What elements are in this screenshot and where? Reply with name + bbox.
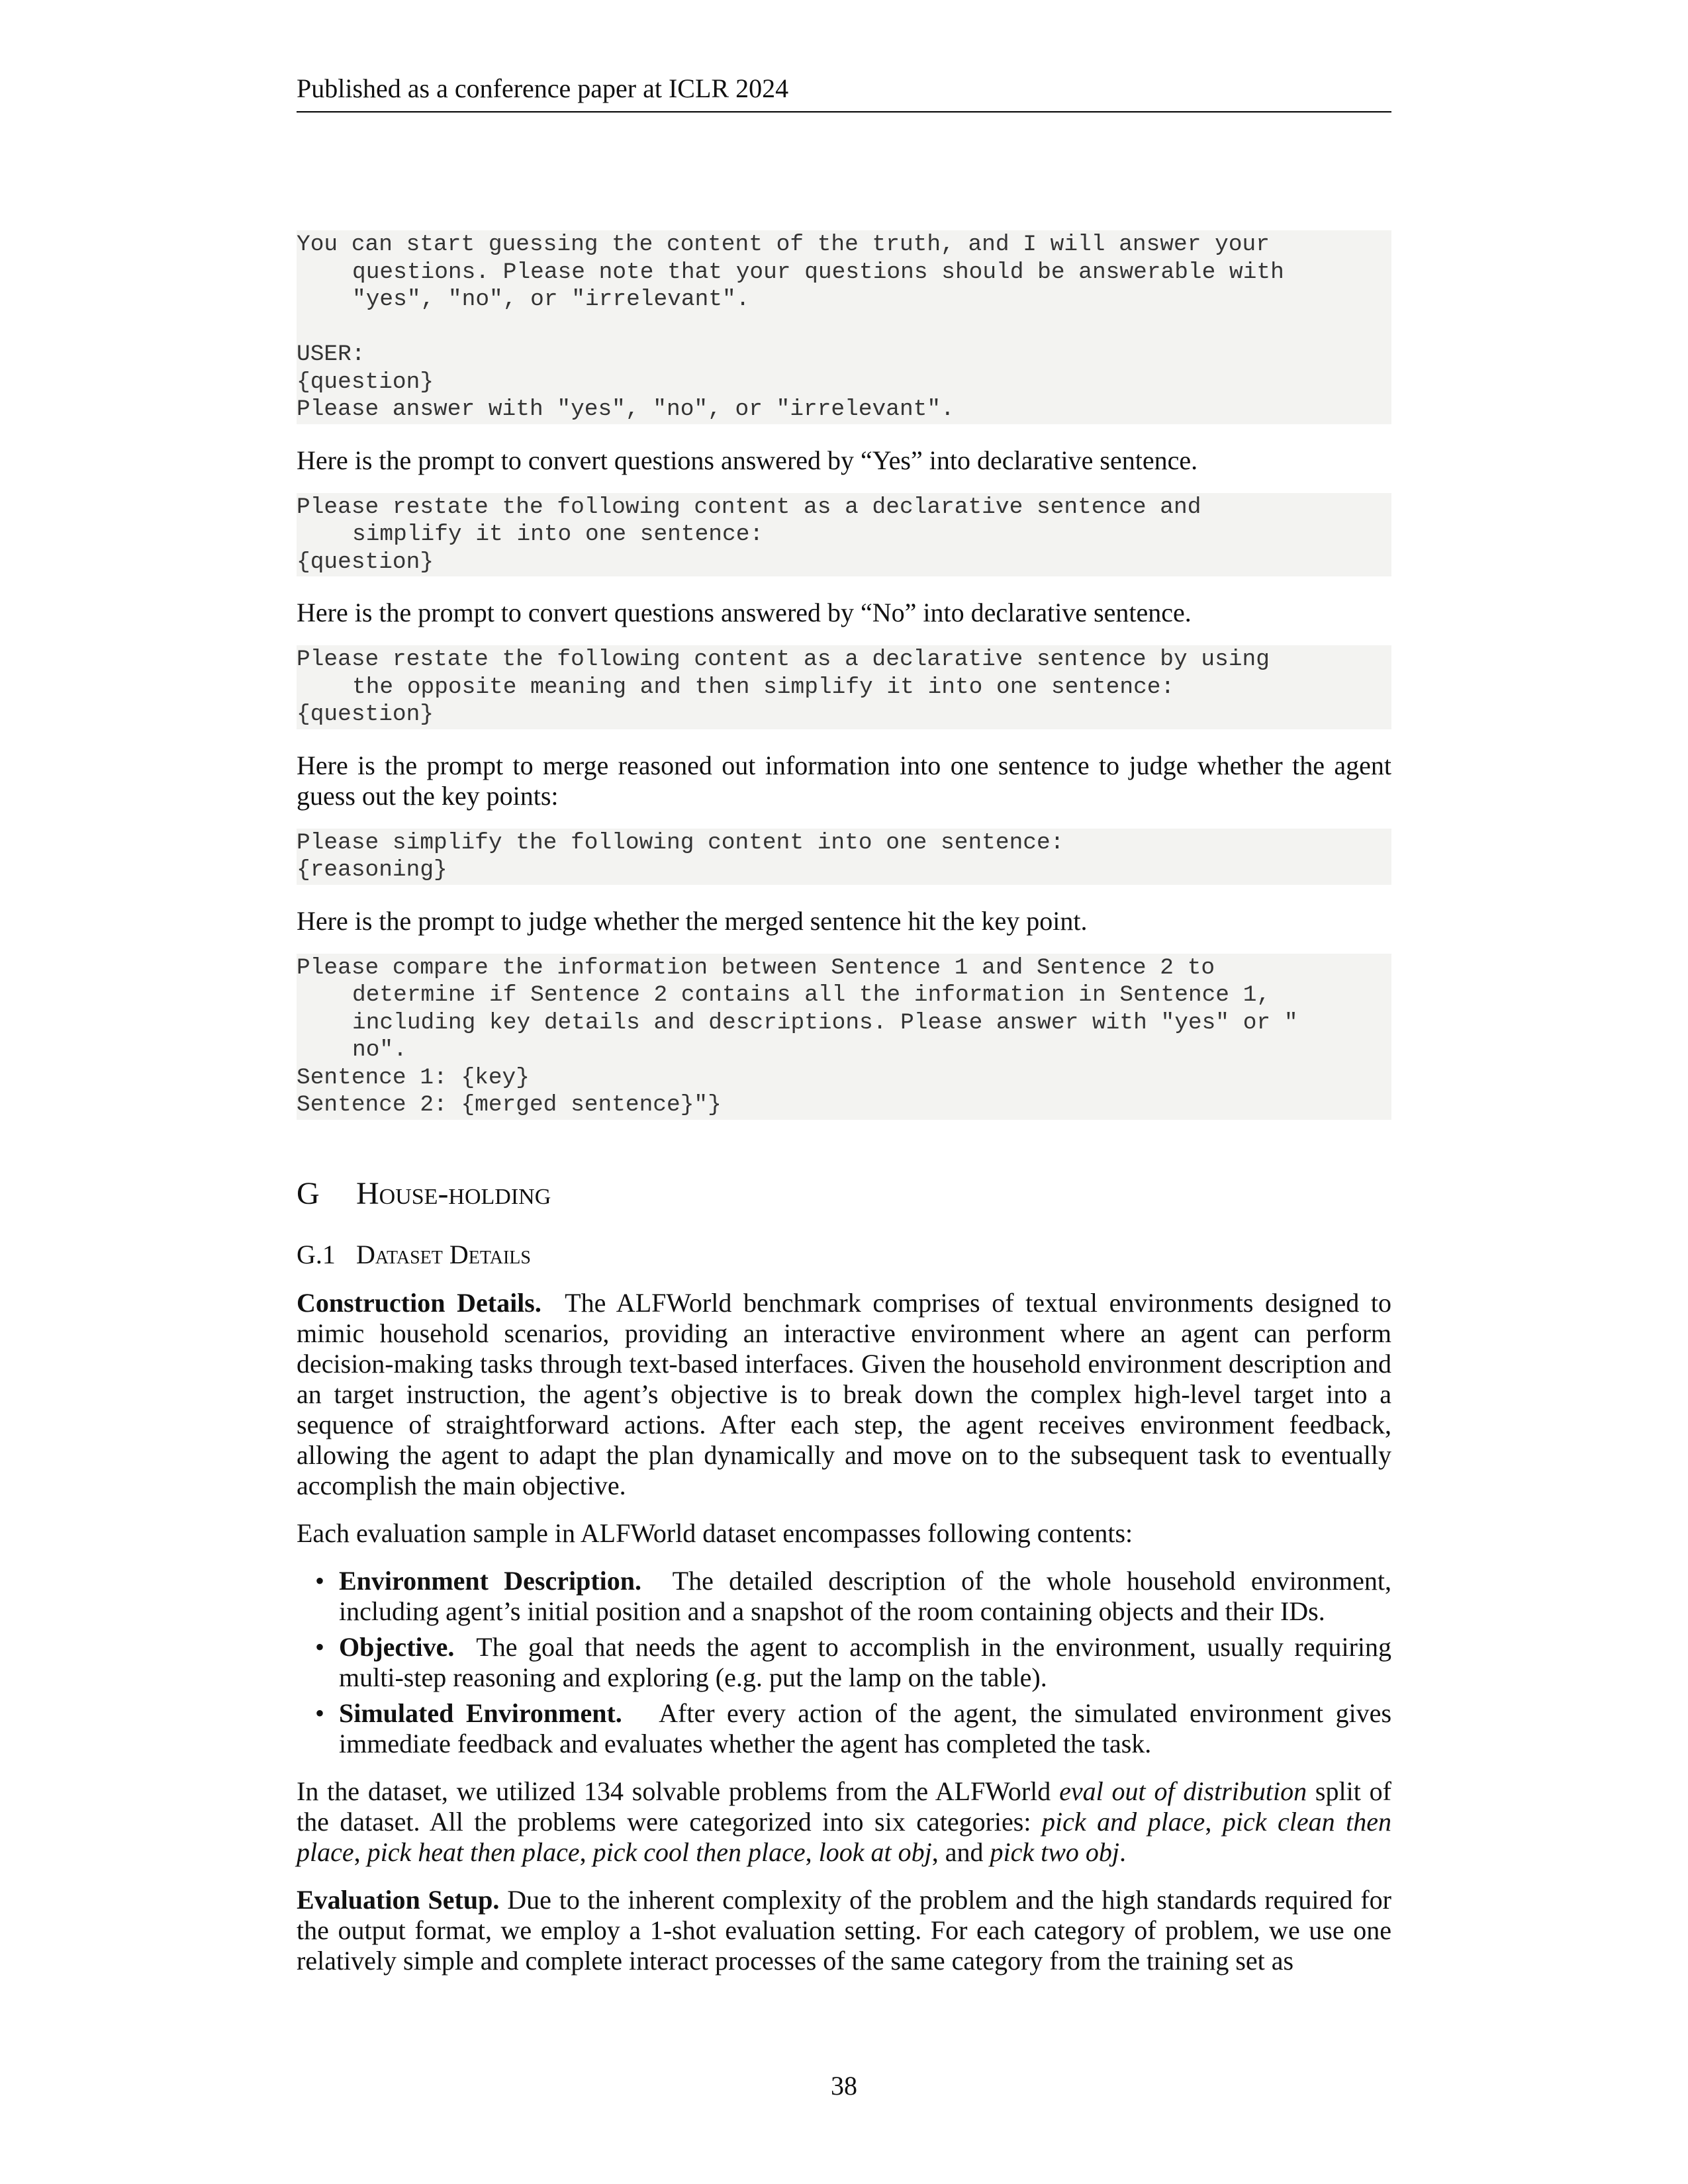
- code-line: the opposite meaning and then simplify it into one sentence:: [352, 674, 1175, 700]
- code-line: USER:: [297, 341, 365, 367]
- code-line: no".: [352, 1037, 407, 1063]
- contents-list: [297, 1566, 1391, 1759]
- code-line: "yes", "no", or "irrelevant".: [352, 287, 750, 312]
- code-line: including key details and descriptions. Please answer with "yes" or ": [352, 1009, 1298, 1036]
- code-line: Please restate the following content as a declarative sentence and: [297, 494, 1201, 520]
- para-evaluation-setup: [297, 1885, 1391, 1976]
- code-line: simplify it into one sentence:: [352, 522, 764, 547]
- para-yes-prompt: Here is the prompt to convert questions answered by “Yes” into declarative sentence.: [297, 445, 1198, 475]
- bullet-text: After every action of the agent, the simulated environment gives immediate feedback and evaluates whether the agent has completed the task.: [339, 1698, 1392, 1758]
- para-construction-details: [297, 1288, 1391, 1501]
- bullet-text: The detailed description of the whole household environment, including agent’s initial position and a snapshot of the room containing objects and their IDs.: [339, 1565, 1391, 1626]
- code-line: You can start guessing the content of the truth, and I will answer your: [297, 232, 1270, 257]
- eval-setup-label: Evaluation Setup.: [297, 1884, 500, 1915]
- code-block-judge-prompt: [297, 954, 1391, 1120]
- bullet-label: Objective.: [339, 1631, 455, 1662]
- code-line: {question}: [297, 549, 434, 575]
- code-line: Please restate the following content as a declarative sentence by using: [297, 647, 1270, 672]
- code-line: Please compare the information between Sentence 1 and Sentence 2 to: [297, 954, 1215, 981]
- code-line: [297, 314, 1391, 341]
- section-number: G: [297, 1175, 320, 1211]
- bullet-text: The goal that needs the agent to accomplish in the environment, usually requiring multi-step reasoning and exploring (e.g. put the lamp on the table).: [339, 1631, 1391, 1692]
- list-item: • Simulated Environment. After every action of the agent, the simulated environment gives immediate feedback and evaluates whether the agent has completed the task.: [315, 1698, 1392, 1758]
- code-line: questions. Please note that your questions should be answerable with: [352, 259, 1284, 285]
- construction-text: The ALFWorld benchmark comprises of textual environments designed to mimic household scenarios, providing an interactive environment where an agent can perform decision-making tasks through text-based interfaces. Given the household environment description and an target instruction, the agent’s objective is to break down the complex high-level target into a sequence of straightforward actions. After each step, the agent receives environment feedback, allowing the agent to adapt the plan dynamically and move on to the subsequent task to eventually accomplish the main objective.: [297, 1287, 1391, 1500]
- page-number: 38: [831, 2071, 857, 2101]
- code-line: Sentence 2: {merged sentence}"}: [297, 1092, 722, 1118]
- code-line: determine if Sentence 2 contains all the information in Sentence 1,: [352, 982, 1271, 1008]
- construction-label: Construction Details.: [297, 1287, 541, 1318]
- para-no-prompt: Here is the prompt to convert questions answered by “No” into declarative sentence.: [297, 598, 1192, 627]
- page-content: [297, 230, 1391, 1976]
- subsection-number: G.1: [297, 1239, 336, 1269]
- code-line: Please simplify the following content into one sentence:: [297, 829, 1064, 856]
- section-heading: [297, 1175, 1391, 1212]
- list-item: • Environment Description. The detailed description of the whole household environment, including agent’s initial position and a snapshot of the room containing objects and their IDs.: [315, 1565, 1391, 1626]
- code-block-merge-prompt: [297, 829, 1391, 885]
- bullet-label: Environment Description.: [339, 1565, 642, 1596]
- code-block-no-prompt: [297, 645, 1391, 729]
- eval-setup-text: Due to the inherent complexity of the problem and the high standards required for the output format, we employ a 1-shot evaluation setting. For each category of problem, we use one relatively simple and complete interact processes of the same category from the training set as: [297, 1884, 1391, 1976]
- code-block-truth-prompt: [297, 230, 1391, 424]
- para-judge-prompt: Here is the prompt to judge whether the merged sentence hit the key point.: [297, 905, 1088, 936]
- code-line: {question}: [297, 702, 434, 727]
- section-title: House-holding: [356, 1175, 551, 1211]
- subsection-title: Dataset Details: [356, 1239, 531, 1269]
- code-block-yes-prompt: [297, 493, 1391, 577]
- code-line: Sentence 1: {key}: [297, 1064, 530, 1091]
- bullet-label: Simulated Environment.: [339, 1698, 622, 1728]
- list-item: • Objective. The goal that needs the agent to accomplish in the environment, usually requiring multi-step reasoning and exploring (e.g. put the lamp on the table).: [315, 1631, 1391, 1692]
- para-merge-prompt: Here is the prompt to merge reasoned out information into one sentence to judge whether the agent guess out the key points:: [297, 750, 1391, 811]
- para-each-sample: Each evaluation sample in ALFWorld dataset encompasses following contents:: [297, 1518, 1133, 1548]
- code-line: {question}: [297, 369, 434, 395]
- para-dataset: In the dataset, we utilized 134 solvable problems from the ALFWorld eval out of distribution split of the dataset. All the problems were categorized into six categories: pick and place, pick clean then place, pick heat then place, pick cool then place, look at obj, and pick two obj.: [297, 1776, 1392, 1867]
- code-line: Please answer with "yes", "no", or "irrelevant".: [297, 396, 955, 422]
- running-header: Published as a conference paper at ICLR 2024: [297, 69, 1391, 113]
- code-line: {reasoning}: [297, 857, 447, 883]
- subsection-heading: [297, 1239, 1391, 1271]
